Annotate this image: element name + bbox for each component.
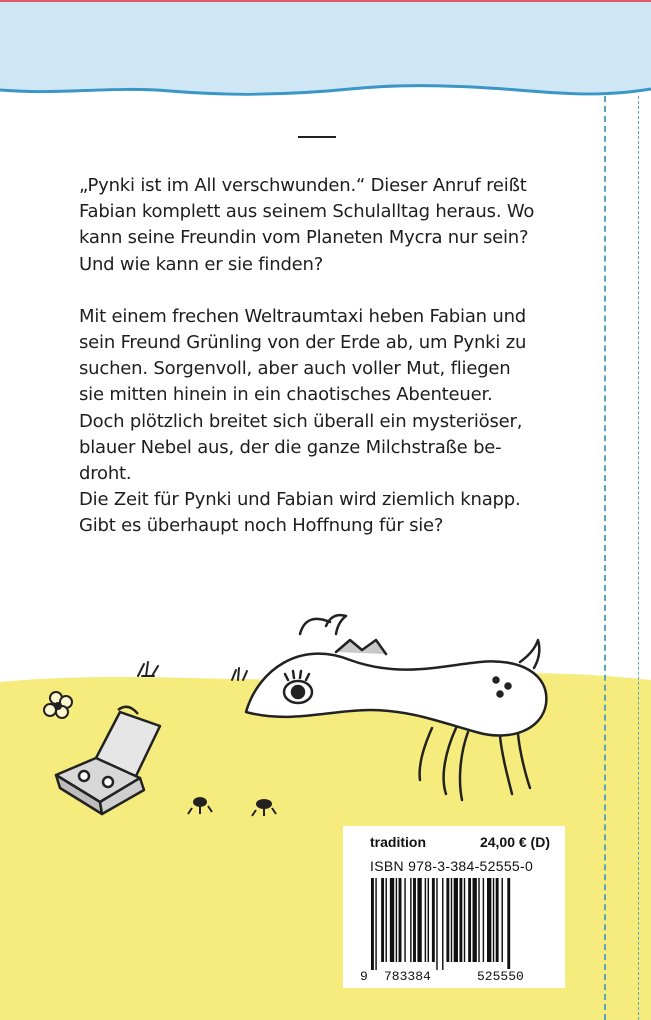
creature-icon	[246, 615, 546, 800]
blurb-paragraph-3: Die Zeit für Pynki und Fabian wird ziemlich knapp. Gibt es überhaupt noch Hoffnung für sie?	[79, 489, 521, 537]
barcode-stripe	[487, 878, 491, 962]
isbn-number: ISBN 978-3-384-52555-0	[370, 858, 534, 874]
barcode-stripe	[432, 878, 435, 962]
barcode-header	[370, 834, 550, 850]
barcode-stripe	[502, 878, 503, 962]
barcode-stripe	[396, 878, 397, 962]
barcode-stripe	[413, 878, 416, 962]
suitcase-icon	[56, 707, 160, 814]
barcode-bars	[371, 878, 551, 970]
barcode-stripe	[473, 878, 477, 962]
blurb-text	[79, 173, 579, 540]
barcode-digits	[360, 969, 555, 985]
barcode-stripe	[436, 878, 437, 970]
barcode-stripe	[468, 878, 471, 962]
title-divider	[298, 136, 336, 138]
barcode-digits-left: 783384	[384, 969, 431, 984]
barcode-digit-first: 9	[360, 969, 368, 984]
barcode-stripe	[459, 878, 462, 962]
barcode-stripe	[483, 878, 484, 962]
publisher-name: tradition	[370, 834, 426, 850]
barcode-stripe	[381, 878, 384, 962]
barcode-stripe	[446, 878, 449, 962]
barcode-stripe	[425, 878, 426, 962]
barcode-stripe	[386, 878, 387, 962]
spine-fold-line-outer	[638, 96, 639, 1020]
barcode-stripe	[493, 878, 494, 962]
barcode-stripe	[390, 878, 394, 962]
flower-icon	[44, 692, 72, 718]
barcode-stripe	[375, 878, 376, 970]
barcode-stripe	[496, 878, 499, 962]
barcode-stripe	[410, 878, 411, 962]
barcode-stripe	[371, 878, 374, 970]
barcode-stripe	[464, 878, 465, 962]
barcode-digits-right: 525550	[477, 969, 524, 984]
price: 24,00 € (D)	[479, 834, 550, 850]
barcode-stripe	[399, 878, 402, 962]
spine-fold-line	[604, 96, 606, 1020]
sky-band	[0, 0, 651, 100]
blurb-paragraph-1: „Pynki ist im All verschwunden.“ Dieser Anruf reißt Fabian komplett aus seinem Schulalltag heraus. Wo kann seine Freundin vom Planeten Mycra nur sein? Und wie kann er sie finden?	[79, 175, 535, 275]
barcode-stripe	[454, 878, 458, 962]
blurb-paragraph-2: Mit einem frechen Weltraumtaxi heben Fabian und sein Freund Grünling von der Erde ab, um Pynki zu suchen. Sorgenvoll, aber auch voller Mut, fliegen sie mitten hinein in ein chaotisches Abenteuer. Doch plötzlich breitet sich überall ein mysteriöser, blauer Nebel aus, der die ganze Milchstraße be- droht.	[79, 305, 527, 485]
barcode-stripe	[478, 878, 479, 962]
barcode-stripe	[428, 878, 429, 962]
barcode-panel	[343, 826, 565, 988]
cartoon-illustration	[0, 600, 651, 840]
barcode-stripe	[451, 878, 452, 962]
barcode-stripe	[417, 878, 421, 962]
barcode-stripe	[507, 878, 510, 970]
barcode-stripe	[404, 878, 405, 962]
bug-icon	[188, 798, 276, 816]
grass-tuft-icon	[138, 662, 247, 680]
barcode-stripe	[442, 878, 443, 970]
